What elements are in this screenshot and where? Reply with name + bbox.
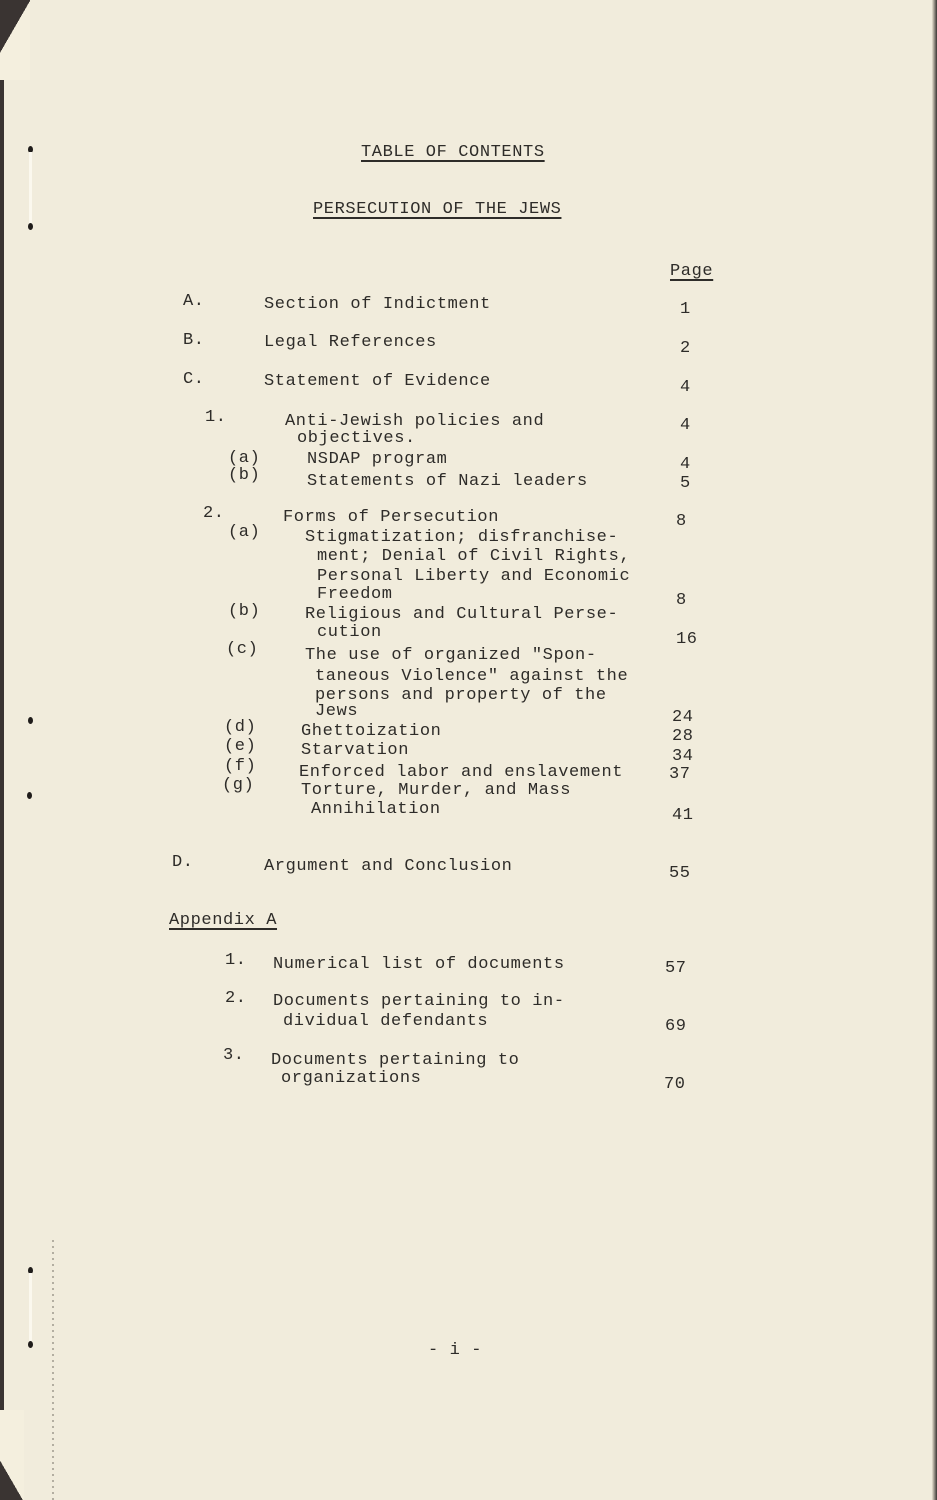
item-line[interactable]: Stigmatization; disfranchise- — [305, 528, 619, 547]
item-marker: (d) — [224, 718, 257, 737]
page-column-header: Page — [670, 262, 714, 281]
item-line[interactable]: Enforced labor and enslavement — [299, 763, 624, 782]
item-page: 34 — [672, 747, 694, 766]
staple-mark — [29, 1273, 32, 1341]
item-line[interactable]: persons and property of the — [315, 686, 607, 705]
appendix-heading[interactable]: Appendix A — [169, 911, 278, 930]
item-line[interactable]: Religious and Cultural Perse- — [305, 605, 619, 624]
item-page: 8 — [676, 591, 687, 610]
subsection-title-line[interactable]: Anti-Jewish policies and — [285, 412, 545, 431]
item-line[interactable]: The use of organized "Spon- — [305, 646, 597, 665]
section-title[interactable]: Statement of Evidence — [264, 372, 491, 391]
subsection-page: 4 — [680, 416, 691, 435]
appendix-line[interactable]: Documents pertaining to in- — [273, 992, 565, 1011]
item-line[interactable]: Annihilation — [311, 800, 441, 819]
subsection-page: 8 — [676, 512, 687, 531]
subsection-marker: 2. — [203, 504, 225, 523]
appendix-marker: 2. — [225, 989, 247, 1008]
appendix-page: 70 — [664, 1075, 686, 1094]
section-page: 4 — [680, 378, 691, 397]
item-page: 28 — [672, 727, 694, 746]
perforation-line — [52, 1240, 54, 1500]
item-marker: (c) — [226, 640, 259, 659]
subsection-marker: 1. — [205, 408, 227, 427]
binding-hole — [27, 792, 32, 799]
item-marker: (f) — [224, 757, 257, 776]
item-marker: (g) — [222, 776, 255, 795]
scan-edge-left — [0, 0, 4, 1500]
staple-mark — [29, 152, 32, 224]
page-number: - i - — [428, 1341, 483, 1360]
document-title: TABLE OF CONTENTS — [361, 143, 545, 162]
section-page: 2 — [680, 339, 691, 358]
item-marker: (a) — [228, 523, 261, 542]
item-marker: (e) — [224, 737, 257, 756]
appendix-line[interactable]: Documents pertaining to — [271, 1051, 520, 1070]
item-line[interactable]: Jews — [315, 702, 359, 721]
item-line[interactable]: Personal Liberty and Economic — [317, 567, 631, 586]
item-marker: (b) — [228, 602, 261, 621]
folded-corner-bottom — [0, 1410, 24, 1500]
section-title[interactable]: Section of Indictment — [264, 295, 491, 314]
section-title[interactable]: Legal References — [264, 333, 437, 352]
appendix-marker: 1. — [225, 951, 247, 970]
appendix-line[interactable]: dividual defendants — [283, 1012, 489, 1031]
appendix-line[interactable]: Numerical list of documents — [273, 955, 565, 974]
item-line[interactable]: Starvation — [301, 741, 410, 760]
item-line[interactable]: Torture, Murder, and Mass — [301, 781, 572, 800]
section-marker: D. — [172, 853, 194, 872]
item-line[interactable]: cution — [317, 623, 382, 642]
paper-sheet — [4, 0, 931, 1500]
binding-hole — [28, 1341, 33, 1348]
item-page: 41 — [672, 806, 694, 825]
document-subtitle: PERSECUTION OF THE JEWS — [313, 200, 562, 219]
item-marker: (a) — [228, 449, 261, 468]
section-page: 55 — [669, 864, 691, 883]
appendix-line[interactable]: organizations — [281, 1069, 422, 1088]
item-line[interactable]: taneous Violence" against the — [315, 667, 629, 686]
binding-hole — [28, 717, 33, 724]
binding-hole — [28, 223, 33, 230]
appendix-marker: 3. — [223, 1046, 245, 1065]
item-line[interactable]: ment; Denial of Civil Rights, — [317, 547, 631, 566]
folded-corner-top — [0, 0, 30, 80]
section-title[interactable]: Argument and Conclusion — [264, 857, 513, 876]
subsection-title[interactable]: Forms of Persecution — [283, 508, 500, 527]
item-page: 37 — [669, 765, 691, 784]
item-page: 4 — [680, 455, 691, 474]
item-line[interactable]: NSDAP program — [307, 450, 448, 469]
scan-edge-right — [932, 0, 937, 1500]
appendix-page: 69 — [665, 1017, 687, 1036]
item-marker: (b) — [228, 466, 261, 485]
item-page: 5 — [680, 474, 691, 493]
item-page: 24 — [672, 708, 694, 727]
section-marker: C. — [183, 370, 205, 389]
item-page: 16 — [676, 630, 698, 649]
item-line[interactable]: Statements of Nazi leaders — [307, 472, 588, 491]
section-page: 1 — [680, 300, 691, 319]
section-marker: A. — [183, 292, 205, 311]
item-line[interactable]: Freedom — [317, 585, 393, 604]
section-marker: B. — [183, 331, 205, 350]
appendix-page: 57 — [665, 959, 687, 978]
subsection-title-line[interactable]: objectives. — [297, 429, 416, 448]
item-line[interactable]: Ghettoization — [301, 722, 442, 741]
